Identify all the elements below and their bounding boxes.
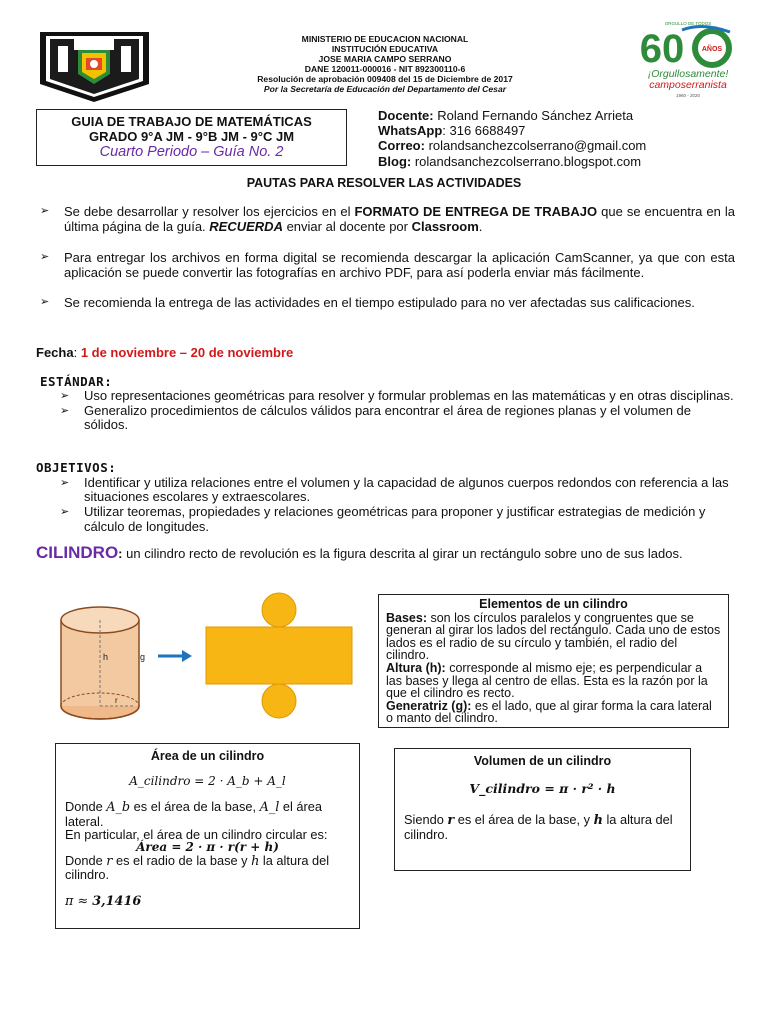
elementos-title: Elementos de un cilindro	[479, 597, 628, 611]
guide-title-box	[36, 109, 347, 166]
area-donde2: Donde r es el radio de la base y h la altura del cilindro.	[65, 853, 330, 883]
cylinder-net	[206, 593, 352, 718]
fecha: Fecha: 1 de noviembre – 20 de noviembre	[36, 345, 294, 360]
arrow-bullet-icon: ➢	[60, 405, 70, 418]
arrow-bullet-icon: ➢	[60, 506, 70, 519]
pi-approx: π ≈ 3,1416	[65, 893, 142, 909]
guide-period: Cuarto Periodo – Guía No. 2	[99, 144, 284, 160]
header-line: DANE 120011-000016 - NIT 892300110-6	[304, 64, 466, 75]
arrow-bullet-icon: ➢	[60, 390, 70, 402]
arrow-bullet-icon: ➢	[40, 205, 50, 217]
area-title: Área de un cilindro	[150, 749, 265, 763]
volumen-formula: V_cilindro = π · r² · h	[469, 781, 616, 797]
elementos-bases: Bases: son los círculos paralelos y congruentes que se generan al girar los lados del rectángulo. Cada uno de estos lados es el radio de su círculo y también, el radio del cilindro.	[386, 610, 721, 663]
fig-h-label: h	[103, 652, 109, 662]
list-item: ➢ Se recomienda la entrega de las actividades en el tiempo estipulado para no ver afectadas sus calificaciones.	[40, 295, 695, 311]
guide-grades: GRADO 9°A JM - 9°B JM - 9°C JM	[88, 129, 295, 144]
list-item: ➢ Utilizar teoremas, propiedades y relaciones geométricas para proponer y justificar estrategias de medición y cálculo de longitudes.	[60, 504, 706, 534]
cilindro-definition: CILINDRO: un cilindro recto de revolución es la figura descrita al girar un rectángulo sobre uno de sus lados.	[36, 543, 683, 562]
blog-label: Blog:	[378, 153, 412, 169]
list-item: ➢ Identificar y utiliza relaciones entre el volumen y la capacidad de algunos cuerpos redondos con referencia a las situaciones escolares y extraescolares.	[60, 475, 729, 505]
arrow-right-icon	[158, 650, 192, 662]
correo-label: Correo:	[378, 138, 425, 154]
school-logo	[32, 22, 157, 104]
anniv-orgullo: ¡Orgullosamente!	[647, 68, 729, 80]
fecha-label: Fecha	[36, 345, 74, 360]
cylinder-figure	[34, 590, 362, 745]
anniv-top-text: ORGULLO DE TODOS	[664, 21, 712, 26]
cilindro-title: CILINDRO	[36, 543, 119, 562]
cylinder-3d	[61, 607, 145, 719]
volumen-title: Volumen de un cilindro	[473, 754, 612, 768]
list-item: ➢ Para entregar los archivos en forma digital se recomienda descargar la aplicación CamScanner, ya que con esta aplicación se puede convertir las fotografías en archivo PDF, para así poderla enviar más fácilmente.	[40, 249, 735, 280]
header-line: MINISTERIO DE EDUCACION NACIONAL	[301, 34, 469, 44]
fig-r-label: r	[115, 696, 118, 705]
list-item: ➢ Generalizo procedimientos de cálculos válidos para encontrar el área de regiones planas y el volumen de sólidos.	[60, 403, 692, 433]
header-line: Resolución de aprobación 009408 del 15 de Diciembre de 2017	[257, 74, 513, 85]
anniv-years: 1960 - 2020	[675, 93, 701, 98]
whatsapp-number: : 316 6688497	[442, 123, 526, 139]
header-line: INSTITUCIÓN EDUCATIVA	[331, 44, 439, 55]
anniversary-logo	[632, 18, 744, 100]
list-item: ➢ Se debe desarrollar y resolver los ejercicios en el FORMATO DE ENTREGA DE TRABAJO que se encuentra en la última página de la guía. RECUERDA enviar al docente por Classroom.	[40, 204, 735, 235]
estandar-title: ESTÁNDAR:	[40, 374, 113, 389]
header-line: JOSE MARIA CAMPO SERRANO	[318, 54, 452, 65]
area-donde1: Donde A_b es el área de la base, A_l el área lateral.	[65, 799, 323, 829]
area-formula2: Área = 2 · π · r(r + h)	[136, 840, 279, 855]
anniv-campo: camposerranista	[649, 79, 727, 91]
estandar-list	[60, 389, 737, 433]
pautas-title: PAUTAS PARA RESOLVER LAS ACTIVIDADES	[246, 176, 522, 190]
arrow-bullet-icon: ➢	[40, 250, 50, 263]
header-italic-line: Por la Secretaría de Educación del Departamento del Cesar	[263, 84, 507, 95]
anniv-number: 60	[639, 27, 685, 71]
docente-label: Docente:	[378, 108, 434, 123]
elementos-box	[378, 594, 729, 728]
fecha-value: 1 de noviembre – 20 de noviembre	[80, 345, 294, 360]
guide-title: GUIA DE TRABAJO DE MATEMÁTICAS	[71, 114, 312, 129]
arrow-bullet-icon: ➢	[60, 477, 70, 489]
elementos-generatriz: Generatriz (g): es el lado, que al girar forma la cara lateral o manto del cilindro.	[386, 698, 712, 726]
area-particular: En particular, el área de un cilindro circular es:	[65, 826, 328, 842]
pautas-list	[40, 204, 735, 310]
volumen-box	[394, 748, 691, 871]
anniv-anos: AÑOS	[701, 46, 723, 53]
objetivos-list	[60, 476, 737, 534]
docente-name: Roland Fernando Sánchez Arrieta	[433, 108, 634, 123]
objetivos-title: OBJETIVOS:	[36, 460, 117, 475]
list-item: ➢ Uso representaciones geométricas para resolver y formular problemas en las matemáticas y en otras disciplinas.	[60, 388, 734, 403]
blog-url[interactable]: rolandsanchezcolserrano.blogspot.com	[411, 153, 642, 169]
elementos-altura: Altura (h): corresponde al mismo eje; es perpendicular a las bases y llega al centro de ellas. Esta es la razón por la que el cilindro es recto.	[386, 660, 708, 701]
area-formula: A_cilindro = 2 · A_b + A_l	[129, 774, 286, 789]
correo-email[interactable]: rolandsanchezcolserrano@gmail.com	[424, 138, 647, 154]
arrow-bullet-icon: ➢	[40, 296, 50, 309]
whatsapp-label: WhatsApp	[378, 123, 443, 139]
area-box	[55, 743, 360, 929]
institution-header	[200, 34, 570, 95]
volumen-siendo: Siendo r es el área de la base, y h la altura del cilindro.	[404, 812, 673, 842]
fig-g-label: g	[140, 652, 146, 662]
teacher-contact	[378, 108, 748, 169]
